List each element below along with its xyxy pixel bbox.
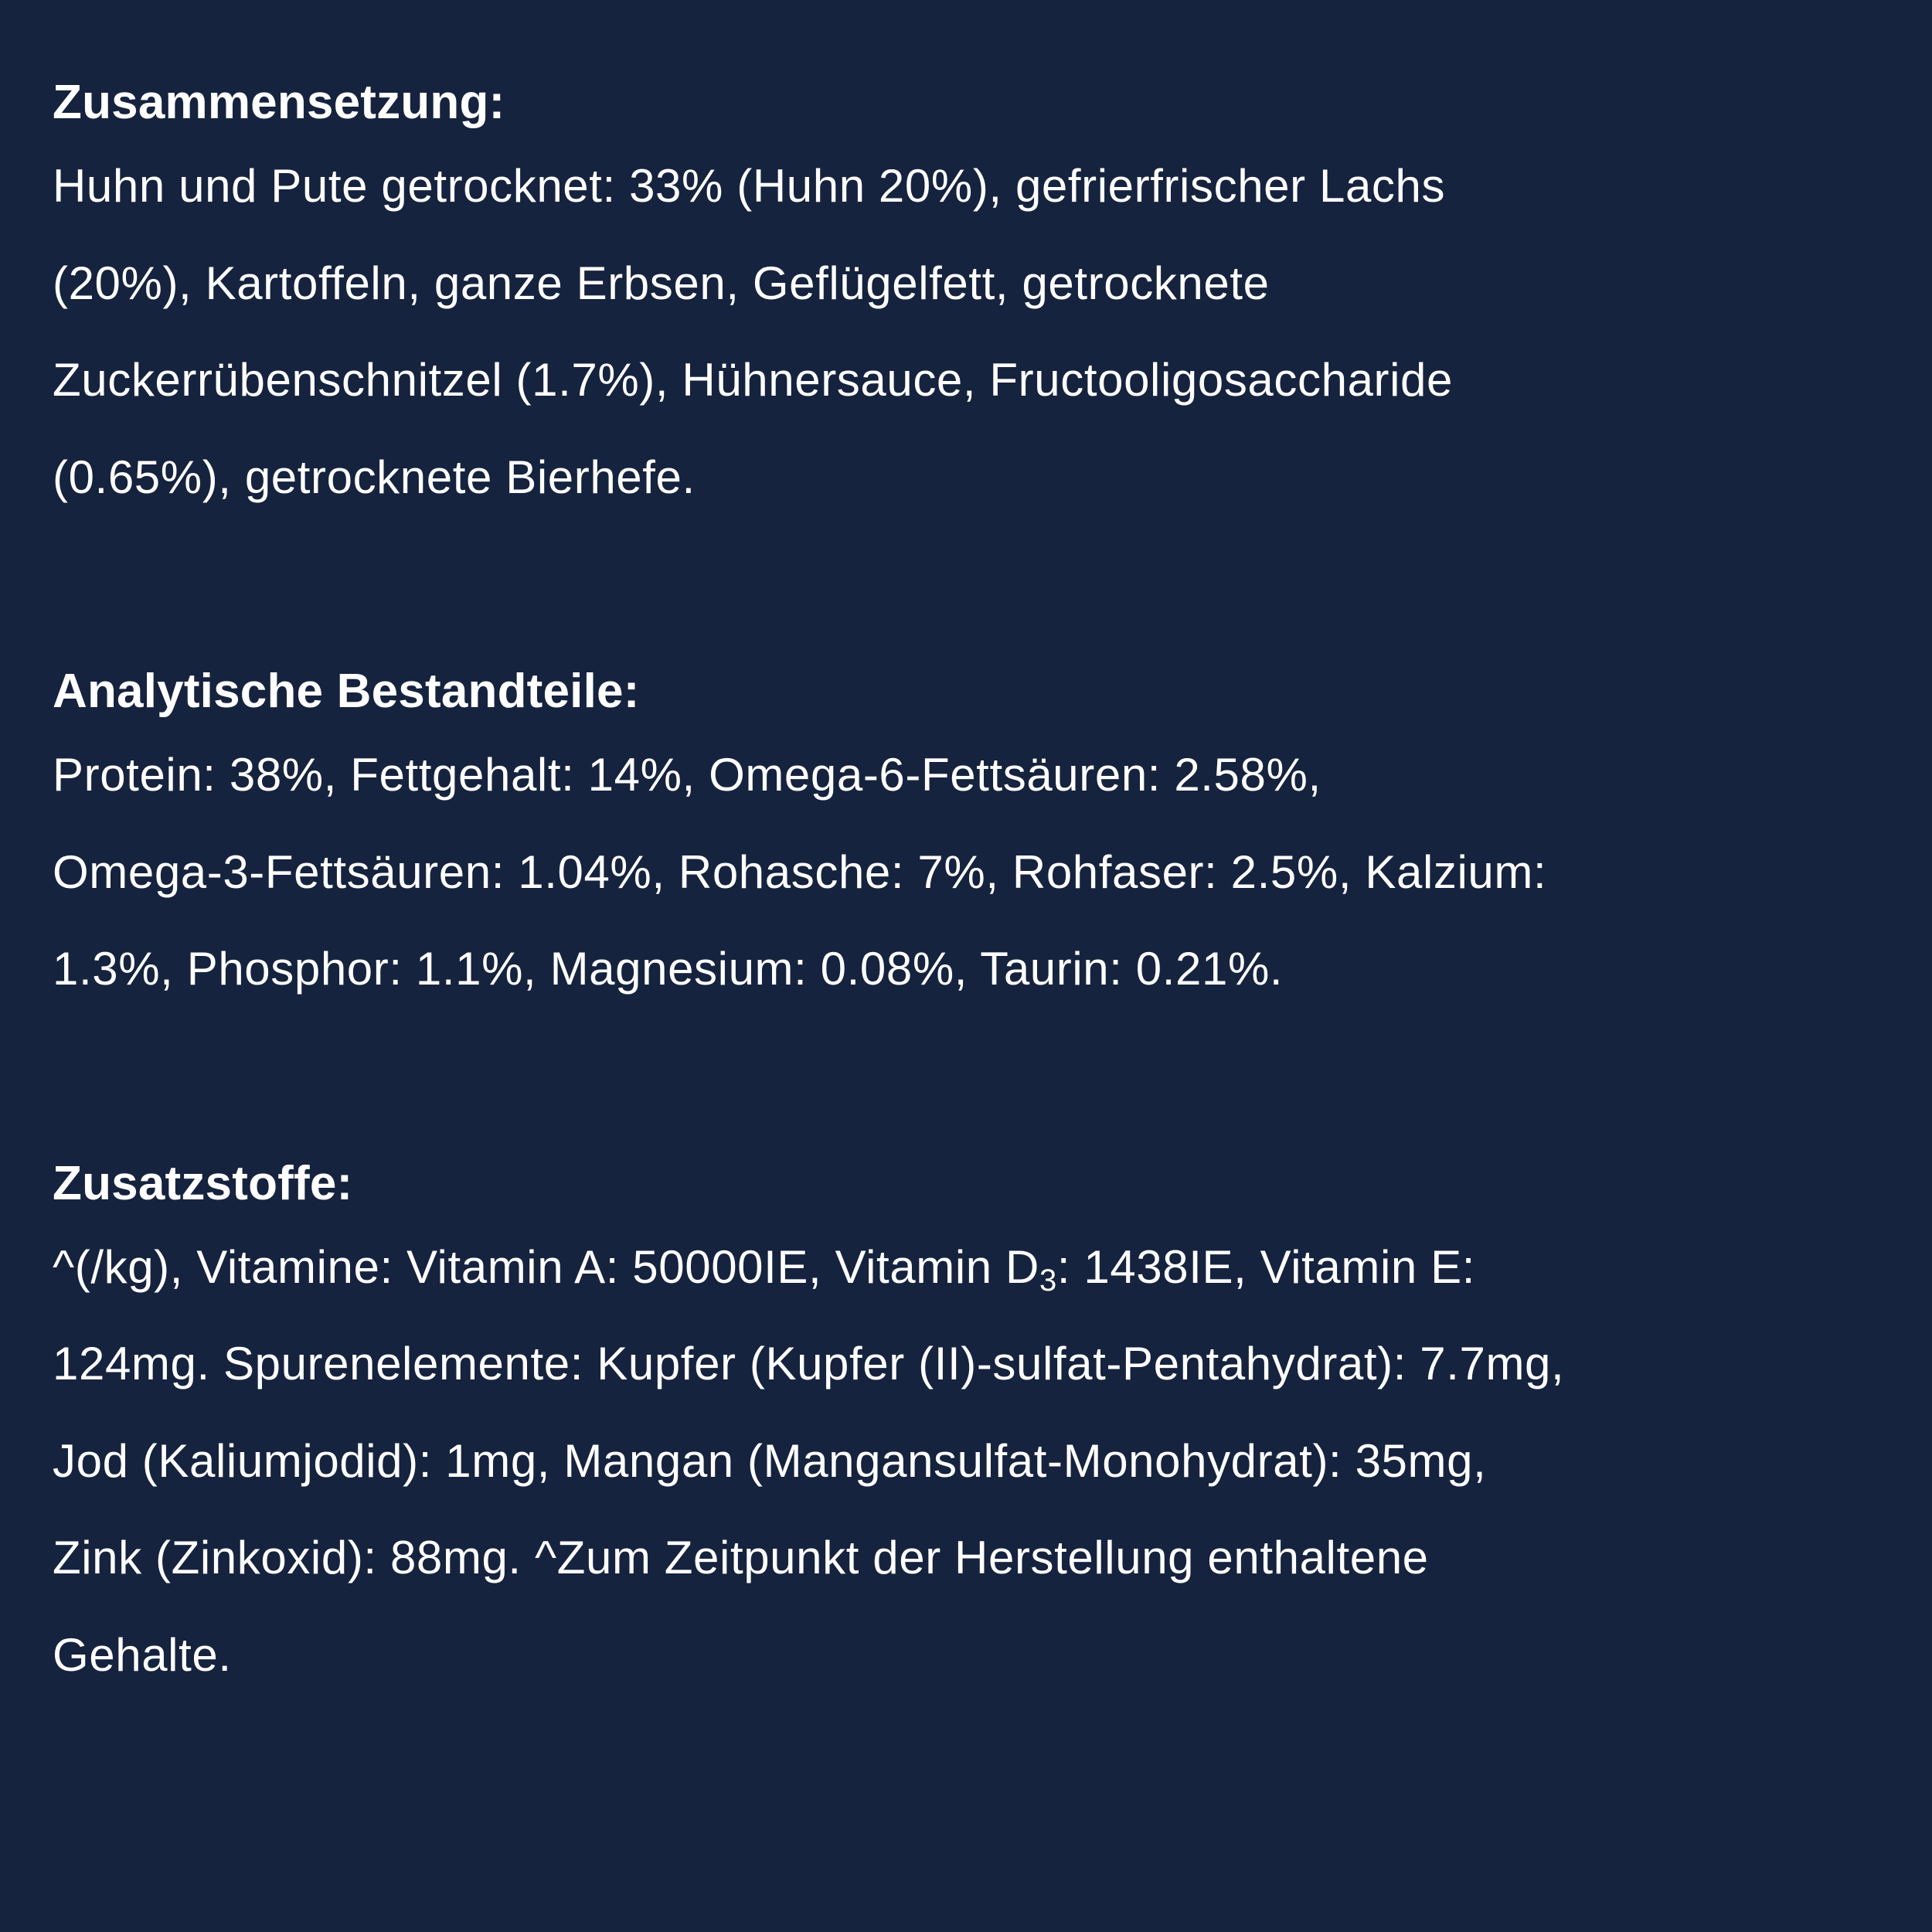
analytical-heading: Analytische Bestandteile: [53,665,640,718]
additives-line: 124mg. Spurenelemente: Kupfer (Kupfer (II)-sulfat-Pentahydrat): 7.7mg, [53,1338,1565,1389]
ingredients-panel [53,68,1861,1703]
analytical-line: Protein: 38%, Fettgehalt: 14%, Omega-6-Fettsäuren: 2.58%, [53,749,1321,801]
additives-line: Jod (Kaliumjodid): 1mg, Mangan (Mangansulfat-Monohydrat): 35mg, [53,1434,1487,1487]
composition-line: Huhn und Pute getrocknet: 33% (Huhn 20%), gefrierfrischer Lachs [53,160,1446,212]
section-spacer [53,526,1861,657]
subscript-three: 3 [1039,1263,1057,1298]
section-spacer [53,1018,1861,1149]
analytical-line: Omega-3-Fettsäuren: 1.04%, Rohasche: 7%, Rohfaser: 2.5%, Kalzium: [53,845,1547,898]
additives-heading: Zusatzstoffe: [53,1156,353,1210]
additives-text [53,1219,1861,1704]
additives-section [53,1149,1861,1704]
composition-section [53,68,1861,526]
composition-line: (20%), Kartoffeln, ganze Erbsen, Geflügelfett, getrocknete [53,257,1270,309]
additives-line [53,1240,1476,1298]
composition-heading: Zusammensetzung: [53,76,505,129]
additives-line-end: : 1438IE, Vitamin E: [1056,1240,1476,1293]
composition-text [53,138,1861,526]
composition-line: (0.65%), getrocknete Bierhefe. [53,451,696,503]
analytical-text [53,726,1861,1018]
analytical-section [53,657,1861,1018]
additives-line: Zink (Zinkoxid): 88mg. ^Zum Zeitpunkt der Herstellung enthaltene [53,1532,1429,1583]
composition-line: Zuckerrübenschnitzel (1.7%), Hühnersauce, Fructooligosaccharide [53,354,1453,406]
additives-line-start: ^(/kg), Vitamine: Vitamin A: 50000IE, Vitamin D [53,1240,1039,1293]
additives-line: Gehalte. [53,1628,232,1681]
analytical-line: 1.3%, Phosphor: 1.1%, Magnesium: 0.08%, Taurin: 0.21%. [53,943,1284,995]
